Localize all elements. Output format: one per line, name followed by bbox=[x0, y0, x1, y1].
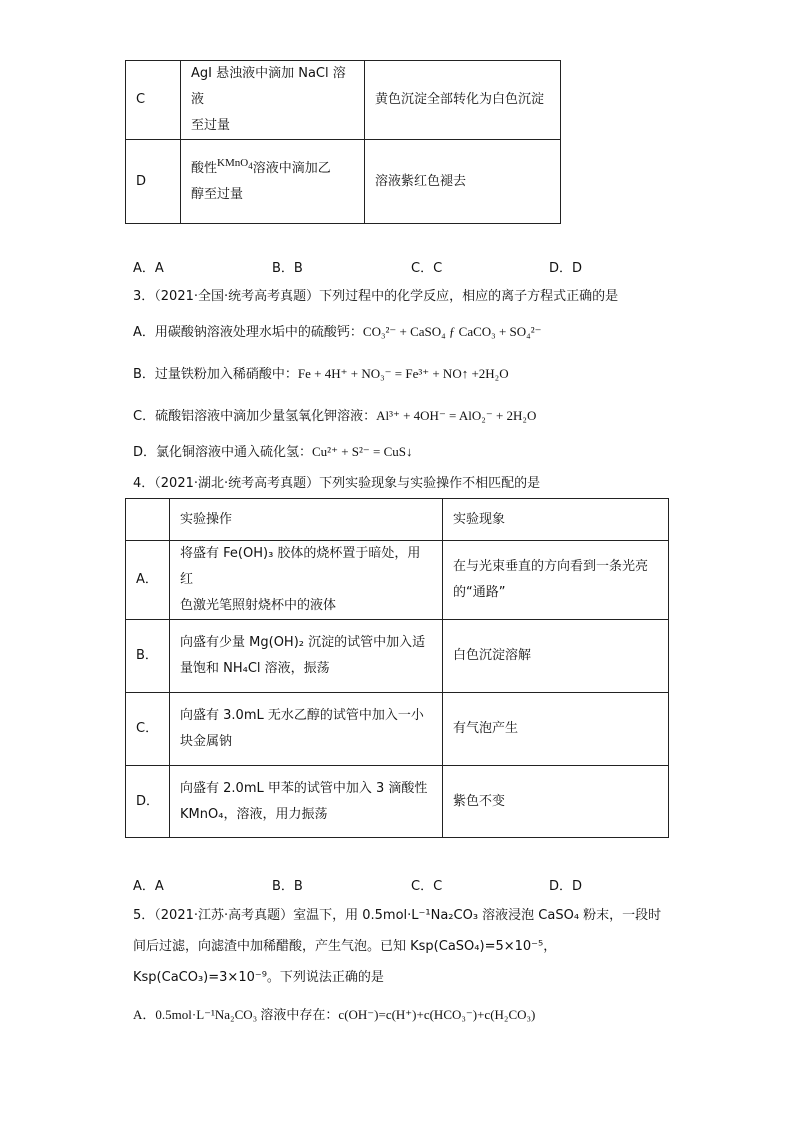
option-b[interactable]: B．B bbox=[272, 261, 303, 276]
table-row bbox=[126, 140, 561, 224]
table-row bbox=[126, 620, 669, 693]
header-operation: 实验操作 bbox=[170, 499, 443, 541]
table-row bbox=[126, 541, 669, 620]
option-d[interactable]: D．D bbox=[549, 261, 583, 276]
q4-stem: 4．（2021·湖北·统考高考真题）下列实验现象与实验操作不相匹配的是 bbox=[133, 476, 541, 491]
operation-line: 将盛有 Fe(OH)₃ 胶体的烧杯置于暗处，用红 bbox=[180, 546, 421, 587]
q5-stem-line: Ksp(CaCO₃)=3×10⁻⁹。下列说法正确的是 bbox=[133, 970, 384, 985]
table-q2-continuation bbox=[125, 60, 561, 224]
operation-line: 量饱和 NH₄Cl 溶液，振荡 bbox=[180, 661, 330, 676]
operation-line: 向盛有少量 Mg(OH)₂ 沉淀的试管中加入适 bbox=[180, 635, 426, 650]
phenomenon-line: 的“通路” bbox=[453, 585, 506, 600]
row-label: D bbox=[126, 140, 181, 224]
option-d[interactable]: D．D bbox=[549, 879, 583, 894]
phenomenon-cell: 有气泡产生 bbox=[443, 693, 669, 766]
result-cell: 黄色沉淀全部转化为白色沉淀 bbox=[365, 61, 561, 140]
operation-line: KMnO₄，溶液，用力振荡 bbox=[180, 806, 328, 822]
phenomenon-cell: 白色沉淀溶解 bbox=[443, 620, 669, 693]
table-q4 bbox=[125, 498, 669, 838]
operation-line: 酸性$^{KMnO_4}$溶液中滴加乙 bbox=[191, 157, 331, 176]
q5-stem-line: 间后过滤，向滤渣中加稀醋酸，产生气泡。已知 Ksp(CaSO₄)=5×10⁻⁵， bbox=[133, 939, 557, 954]
q3-stem: 3．（2021·全国·统考高考真题）下列过程中的化学反应，相应的离子方程式正确的是 bbox=[133, 289, 619, 304]
row-label: C bbox=[126, 61, 181, 140]
q3-option-d[interactable]: D．氯化铜溶液中通入硫化氢：Cu²⁺ + S²⁻ = CuS↓ bbox=[133, 444, 413, 460]
operation-line: 醇至过量 bbox=[191, 186, 244, 202]
table-row bbox=[126, 61, 561, 140]
option-c[interactable]: C．C bbox=[411, 261, 443, 276]
operation-cell bbox=[181, 61, 365, 140]
q2-options bbox=[133, 257, 653, 277]
q3-option-b[interactable]: B．过量铁粉加入稀硝酸中：Fe + 4H⁺ + NO₃⁻ = Fe³⁺ + NO↑ +2H₂O bbox=[133, 366, 509, 382]
operation-line: 至过量 bbox=[191, 118, 231, 133]
option-a[interactable]: A．A bbox=[133, 261, 164, 276]
row-label: C． bbox=[126, 693, 170, 766]
phenomenon-cell: 紫色不变 bbox=[443, 766, 669, 838]
option-b[interactable]: B．B bbox=[272, 879, 303, 894]
q4-options bbox=[133, 875, 653, 895]
equation: Al³⁺ + 4OH⁻ = AlO₂⁻ + 2H₂O bbox=[376, 408, 537, 423]
equation: Fe + 4H⁺ + NO₃⁻ = Fe³⁺ + NO↑ +2H₂O bbox=[297, 366, 509, 381]
table-header-row bbox=[126, 499, 669, 541]
table-row bbox=[126, 693, 669, 766]
row-label: B． bbox=[126, 620, 170, 693]
operation-line: 色激光笔照射烧杯中的液体 bbox=[180, 598, 337, 613]
result-cell: 溶液紫红色褪去 bbox=[365, 140, 561, 224]
option-a[interactable]: A．A bbox=[133, 879, 164, 894]
table-row bbox=[126, 766, 669, 838]
q3-option-c[interactable]: C．硫酸铝溶液中滴加少量氢氧化钾溶液：Al³⁺ + 4OH⁻ = AlO₂⁻ + 2H₂O bbox=[133, 408, 537, 424]
equation: CO₃²⁻ + CaSO₄ ƒ CaCO₃ + SO₄²⁻ bbox=[362, 324, 542, 339]
phenomenon-line: 在与光束垂直的方向看到一条光亮 bbox=[453, 559, 649, 574]
header-phenomenon: 实验现象 bbox=[443, 499, 669, 541]
operation-cell bbox=[181, 140, 365, 224]
q5-option-a[interactable]: A．0.5mol·L⁻¹Na₂CO₃ 溶液中存在：c(OH⁻)=c(H⁺)+c(HCO₃⁻)+c(H₂CO₃) bbox=[133, 1007, 536, 1022]
q5-stem-line: 5．（2021·江苏·高考真题）室温下，用 0.5mol·L⁻¹Na₂CO₃ 溶液浸泡 CaSO₄ 粉末，一段时 bbox=[133, 908, 662, 923]
operation-line: 向盛有 3.0mL 无水乙醇的试管中加入一小 bbox=[180, 708, 424, 723]
operation-line: 块金属钠 bbox=[180, 734, 233, 749]
option-c[interactable]: C．C bbox=[411, 879, 443, 894]
row-label: A． bbox=[126, 541, 170, 620]
q3-option-a[interactable]: A．用碳酸钠溶液处理水垢中的硫酸钙：CO₃²⁻ + CaSO₄ ƒ CaCO₃ + SO₄²⁻ bbox=[133, 324, 542, 340]
operation-line: 向盛有 2.0mL 甲苯的试管中加入 3 滴酸性 bbox=[180, 780, 428, 796]
equation: Cu²⁺ + S²⁻ = CuS↓ bbox=[312, 444, 413, 459]
operation-line: AgI 悬浊液中滴加 NaCl 溶液 bbox=[191, 66, 346, 107]
row-label: D． bbox=[126, 766, 170, 838]
